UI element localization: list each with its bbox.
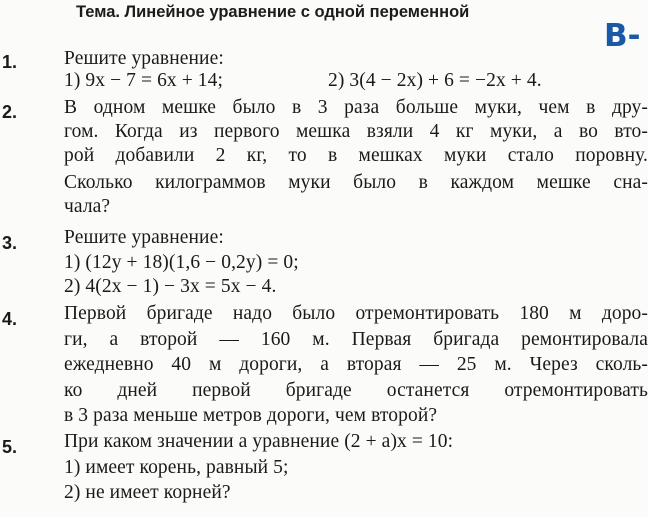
task-1-number: 1.: [2, 52, 18, 72]
task-5-line: При каком значении a уравнение (2 + a)x = 10:: [64, 431, 454, 452]
task-3-line: 2) 4(2x − 1) − 3x = 5x − 4.: [64, 276, 277, 297]
task-2-line: гом. Когда из первого мешка взяли 4 кг муки, а во вто-: [64, 121, 648, 142]
task-4-line: ежедневно 40 м дороги, а вторая — 25 м. Через сколь-: [64, 354, 648, 375]
task-2-line: Сколько килограммов муки было в каждом мешке сна-: [64, 172, 648, 193]
task-4-number: 4.: [2, 309, 18, 329]
task-4-line: ги, а второй — 160 м. Первая бригада ремонтировала: [64, 329, 648, 350]
task-3-number: 3.: [2, 233, 18, 253]
task-2-line: В одном мешке было в 3 раза больше муки, чем в дру-: [64, 97, 648, 118]
task-3-line: Решите уравнение:: [64, 227, 224, 248]
task-5-line: 2) не имеет корней?: [64, 482, 231, 503]
task-5-number: 5.: [2, 437, 18, 457]
task-2-line: чала?: [64, 196, 111, 217]
task-4-line: в 3 раза меньше метров дороги, чем второй?: [64, 405, 438, 426]
task-4-line: ко дней первой бригаде останется отремонтировать: [64, 380, 648, 401]
task-1-line: 1) 9x − 7 = 6x + 14;: [64, 70, 224, 91]
task-3-line: 1) (12y + 18)(1,6 − 0,2y) = 0;: [64, 252, 299, 273]
task-2-number: 2.: [2, 102, 18, 122]
task-1-line: 2) 3(4 − 2x) + 6 = −2x + 4.: [328, 70, 542, 91]
variant-label: В-: [604, 18, 641, 54]
task-2-line: рой добавили 2 кг, то в мешках муки стало поровну.: [64, 145, 648, 166]
task-4-line: Первой бригаде надо было отремонтировать 180 м доро-: [64, 303, 648, 324]
task-1-line: Решите уравнение:: [64, 48, 224, 69]
page-title: Тема. Линейное уравнение с одной переменной: [76, 3, 470, 21]
task-5-line: 1) имеет корень, равный 5;: [64, 457, 289, 478]
